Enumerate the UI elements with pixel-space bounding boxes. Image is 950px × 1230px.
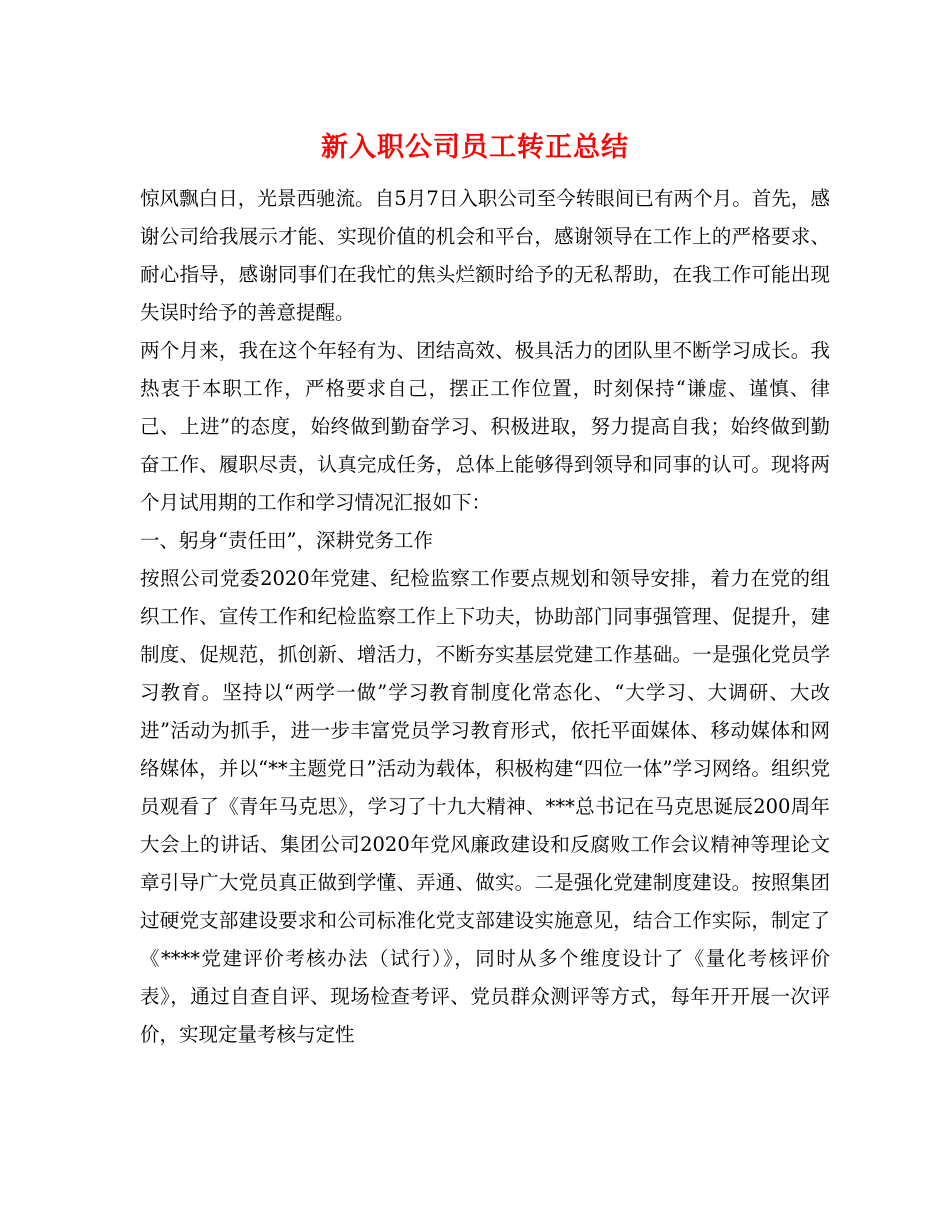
- paragraph-party-work: 按照公司党委2020年党建、纪检监察工作要点规划和领导安排，着力在党的组织工作、宣传工作和纪检监察工作上下功夫，协助部门同事强管理、促提升，建制度、促规范，抓创新、增活力，不断夯实基层党建工作基础。一是强化党员学习教育。坚持以“两学一做”学习教育制度化常态化、“大学习、大调研、大改进”活动为抓手，进一步丰富党员学习教育形式，依托平面媒体、移动媒体和网络媒体，并以“**主题党日”活动为载体，积极构建“四位一体”学习网络。组织党员观看了《青年马克思》，学习了十九大精神、***总书记在马克思诞辰200周年大会上的讲话、集团公司2020年党风廉政建设和反腐败工作会议精神等理论文章引导广大党员真正做到学懂、弄通、做实。二是强化党建制度建设。按照集团过硬党支部建设要求和公司标准化党支部建设实施意见，结合工作实际，制定了《****党建评价考核办法（试行）》，同时从多个维度设计了《量化考核评价表》，通过自查自评、现场检查考评、党员群众测评等方式，每年开开展一次评价，实现定量考核与定性: [140, 567, 830, 1046]
- section-heading-1: 一、躬身“责任田”，深耕党务工作: [140, 529, 433, 552]
- paragraph-intro: 惊风飘白日，光景西驰流。自5月7日入职公司至今转眼间已有两个月。首先，感谢公司给我展示才能、实现价值的机会和平台，感谢领导在工作上的严格要求、耐心指导，感谢同事们在我忙的焦头烂额时给予的无私帮助，在我工作可能出现失误时给予的善意提醒。: [140, 187, 830, 324]
- document-body: [140, 180, 830, 1054]
- paragraph-overview: 两个月来，我在这个年轻有为、团结高效、极具活力的团队里不断学习成长。我热衷于本职工作，严格要求自己，摆正工作位置，时刻保持“谦虚、谨慎、律己、上进”的态度，始终做到勤奋学习、积极进取，努力提高自我；始终做到勤奋工作、履职尽责，认真完成任务，总体上能够得到领导和同事的认可。现将两个月试用期的工作和学习情况汇报如下：: [140, 339, 830, 514]
- document-title: 新入职公司员工转正总结: [321, 132, 629, 163]
